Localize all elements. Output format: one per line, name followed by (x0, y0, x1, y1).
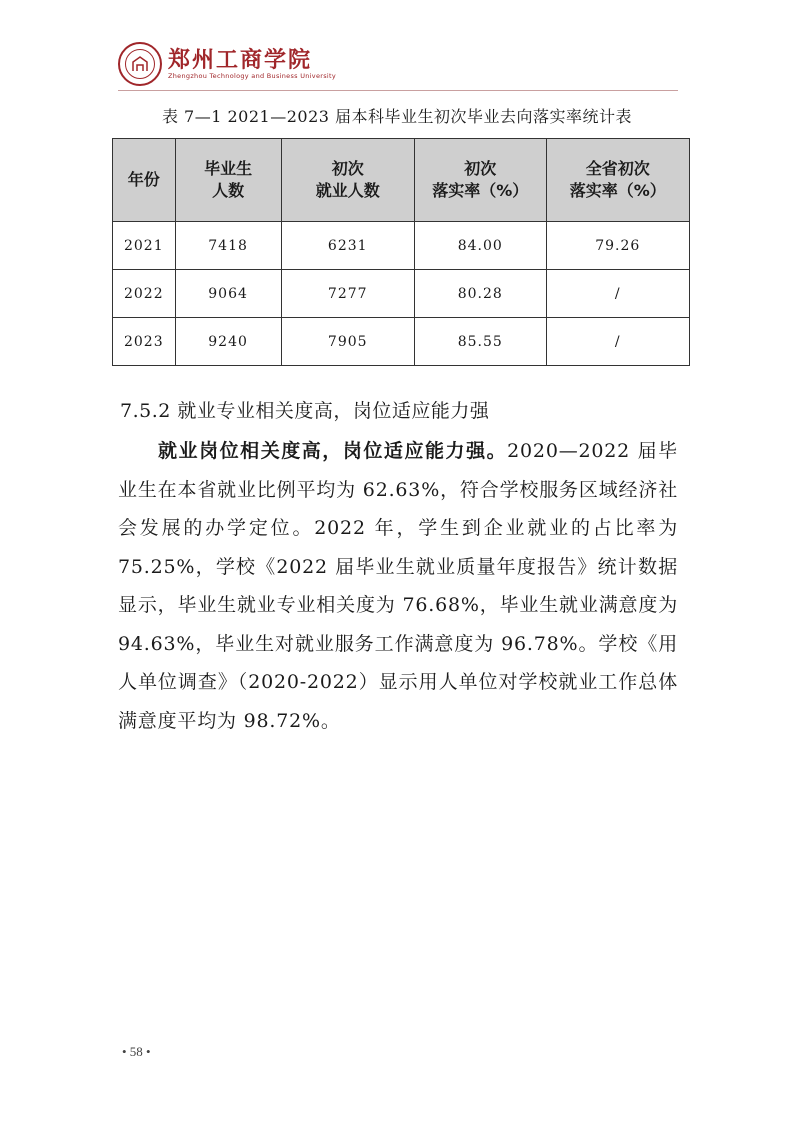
table-cell: 7277 (281, 270, 414, 318)
table-row (113, 318, 690, 366)
header-cell-initial-employed: 初次 就业人数 (281, 139, 414, 222)
header-cell-initial-rate: 初次 落实率（%） (414, 139, 546, 222)
header-cell-province-rate: 全省初次 落实率（%） (546, 139, 689, 222)
table-row (113, 222, 690, 270)
table-header-row (113, 139, 690, 222)
table-cell: 6231 (281, 222, 414, 270)
table-cell: 79.26 (546, 222, 689, 270)
school-name-en: Zhengzhou Technology and Business University (168, 72, 336, 80)
table-cell: 2021 (113, 222, 176, 270)
table-caption: 表 7—1 2021—2023 届本科毕业生初次毕业去向落实率统计表 (161, 107, 633, 126)
table-cell: 7905 (281, 318, 414, 366)
paragraph-body: 2020—2022 届毕业生在本省就业比例平均为 62.63%，符合学校服务区域经济社会发展的办学定位。2022 年，学生到企业就业的占比率为 75.25%，学校《2022 届毕业生就业质量年度报告》统计数据显示，毕业生就业专业相关度为 76.68%，毕业生就业满意度为 94.63%，毕业生对就业服务工作满意度为 96.78%。学校《用人单位调查》（2020-2022）显示用人单位对学校就业工作总体满意度平均为 98.72%。 (118, 440, 678, 732)
page-header (118, 40, 678, 88)
header-cell-graduates: 毕业生 人数 (175, 139, 281, 222)
paragraph-lead: 就业岗位相关度高，岗位适应能力强。 (158, 440, 508, 462)
page-number: • 58 • (122, 1044, 151, 1059)
table-cell: 84.00 (414, 222, 546, 270)
table-cell: 85.55 (414, 318, 546, 366)
table-cell: 80.28 (414, 270, 546, 318)
table-row (113, 270, 690, 318)
school-seal-logo (118, 42, 162, 86)
school-name-cn: 郑州工商学院 (168, 47, 313, 73)
header-divider (118, 90, 678, 91)
table-cell: / (546, 270, 689, 318)
table-cell: 9240 (175, 318, 281, 366)
table-cell: 9064 (175, 270, 281, 318)
table-cell: 7418 (175, 222, 281, 270)
table-cell: 2023 (113, 318, 176, 366)
section-heading: 7.5.2 就业专业相关度高，岗位适应能力强 (120, 400, 490, 422)
gate-icon (130, 54, 150, 74)
header-cell-year: 年份 (113, 139, 176, 222)
employment-stats-table (112, 138, 690, 366)
body-paragraph (118, 432, 678, 740)
table-cell: 2022 (113, 270, 176, 318)
table-cell: / (546, 318, 689, 366)
